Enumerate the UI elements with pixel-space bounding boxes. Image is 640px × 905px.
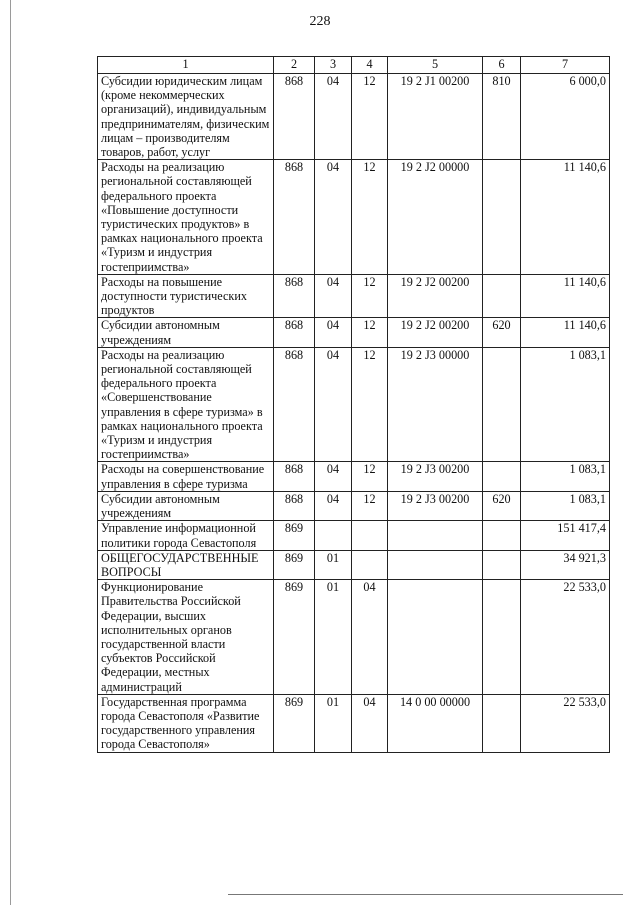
- row-target-article: [388, 521, 483, 550]
- row-section-code: 04: [315, 274, 352, 318]
- row-amount: 6 000,0: [521, 74, 610, 160]
- row-target-article: [388, 580, 483, 695]
- row-subsection-code: 12: [352, 274, 388, 318]
- table-row: [98, 462, 610, 491]
- header-col-7: 7: [521, 57, 610, 74]
- table-row: [98, 274, 610, 318]
- header-col-2: 2: [274, 57, 315, 74]
- row-section-code: 04: [315, 347, 352, 462]
- row-target-article: 19 2 J2 00000: [388, 160, 483, 275]
- row-amount: 11 140,6: [521, 160, 610, 275]
- row-subsection-code: 04: [352, 694, 388, 752]
- budget-table: [97, 56, 610, 753]
- row-subsection-code: [352, 521, 388, 550]
- row-expense-type: [483, 462, 521, 491]
- table-row: [98, 550, 610, 579]
- row-subsection-code: 12: [352, 74, 388, 160]
- row-expense-type: [483, 347, 521, 462]
- table-row: [98, 694, 610, 752]
- row-ministry-code: 868: [274, 347, 315, 462]
- row-amount: 1 083,1: [521, 347, 610, 462]
- header-col-6: 6: [483, 57, 521, 74]
- row-expense-type: [483, 274, 521, 318]
- row-ministry-code: 868: [274, 274, 315, 318]
- row-expense-type: [483, 580, 521, 695]
- scan-left-edge: [10, 0, 11, 905]
- header-col-4: 4: [352, 57, 388, 74]
- row-section-code: 04: [315, 318, 352, 347]
- row-name: Расходы на совершенствование управления в сфере туризма: [98, 462, 274, 491]
- row-section-code: 01: [315, 580, 352, 695]
- row-section-code: 04: [315, 74, 352, 160]
- row-target-article: 19 2 J3 00200: [388, 491, 483, 520]
- row-ministry-code: 869: [274, 550, 315, 579]
- header-col-5: 5: [388, 57, 483, 74]
- row-section-code: 04: [315, 160, 352, 275]
- row-amount: 11 140,6: [521, 274, 610, 318]
- row-target-article: [388, 550, 483, 579]
- row-section-code: [315, 521, 352, 550]
- row-name: Субсидии автономным учреждениям: [98, 318, 274, 347]
- table-row: [98, 491, 610, 520]
- row-expense-type: [483, 160, 521, 275]
- row-name: Расходы на реализацию региональной составляющей федерального проекта «Повышение доступности туристических продуктов» в рамках национального проекта «Туризм и индустрия гостеприимства»: [98, 160, 274, 275]
- row-section-code: 01: [315, 550, 352, 579]
- row-ministry-code: 868: [274, 318, 315, 347]
- row-subsection-code: 12: [352, 160, 388, 275]
- row-expense-type: 810: [483, 74, 521, 160]
- row-subsection-code: 12: [352, 491, 388, 520]
- row-ministry-code: 869: [274, 694, 315, 752]
- header-col-1: 1: [98, 57, 274, 74]
- row-target-article: 19 2 J2 00200: [388, 274, 483, 318]
- row-target-article: 19 2 J3 00200: [388, 462, 483, 491]
- table-row: [98, 521, 610, 550]
- row-name: Расходы на повышение доступности туристических продуктов: [98, 274, 274, 318]
- row-name: Субсидии юридическим лицам (кроме некоммерческих организаций), индивидуальным предпринимателям, физическим лицам – производителям товаров, работ, услуг: [98, 74, 274, 160]
- row-name: Управление информационной политики города Севастополя: [98, 521, 274, 550]
- row-name: Государственная программа города Севастополя «Развитие государственного управления города Севастополя»: [98, 694, 274, 752]
- row-section-code: 04: [315, 462, 352, 491]
- row-ministry-code: 869: [274, 521, 315, 550]
- row-amount: 1 083,1: [521, 491, 610, 520]
- row-subsection-code: 12: [352, 347, 388, 462]
- header-col-3: 3: [315, 57, 352, 74]
- row-amount: 22 533,0: [521, 694, 610, 752]
- row-name: Субсидии автономным учреждениям: [98, 491, 274, 520]
- row-ministry-code: 869: [274, 580, 315, 695]
- row-target-article: 19 2 J2 00200: [388, 318, 483, 347]
- table-row: [98, 74, 610, 160]
- table-row: [98, 347, 610, 462]
- row-target-article: 19 2 J1 00200: [388, 74, 483, 160]
- row-subsection-code: [352, 550, 388, 579]
- row-ministry-code: 868: [274, 491, 315, 520]
- row-subsection-code: 12: [352, 462, 388, 491]
- table-row: [98, 160, 610, 275]
- row-amount: 1 083,1: [521, 462, 610, 491]
- row-amount: 34 921,3: [521, 550, 610, 579]
- row-amount: 151 417,4: [521, 521, 610, 550]
- row-amount: 22 533,0: [521, 580, 610, 695]
- row-expense-type: 620: [483, 318, 521, 347]
- row-name: Расходы на реализацию региональной составляющей федерального проекта «Совершенствование управления в сфере туризма» в рамках национального проекта «Туризм и индустрия гостеприимства»: [98, 347, 274, 462]
- row-target-article: 14 0 00 00000: [388, 694, 483, 752]
- row-expense-type: [483, 550, 521, 579]
- table-header-row: [98, 57, 610, 74]
- row-target-article: 19 2 J3 00000: [388, 347, 483, 462]
- row-section-code: 04: [315, 491, 352, 520]
- scan-bottom-edge: [228, 894, 623, 895]
- row-expense-type: [483, 694, 521, 752]
- row-ministry-code: 868: [274, 160, 315, 275]
- row-name: ОБЩЕГОСУДАРСТВЕННЫЕ ВОПРОСЫ: [98, 550, 274, 579]
- row-ministry-code: 868: [274, 74, 315, 160]
- row-expense-type: 620: [483, 491, 521, 520]
- row-amount: 11 140,6: [521, 318, 610, 347]
- row-subsection-code: 12: [352, 318, 388, 347]
- row-section-code: 01: [315, 694, 352, 752]
- row-ministry-code: 868: [274, 462, 315, 491]
- row-expense-type: [483, 521, 521, 550]
- row-name: Функционирование Правительства Российской Федерации, высших исполнительных органов государственной власти субъектов Российской Федерации, местных администраций: [98, 580, 274, 695]
- table-row: [98, 318, 610, 347]
- row-subsection-code: 04: [352, 580, 388, 695]
- table-row: [98, 580, 610, 695]
- page-number: 228: [309, 14, 331, 29]
